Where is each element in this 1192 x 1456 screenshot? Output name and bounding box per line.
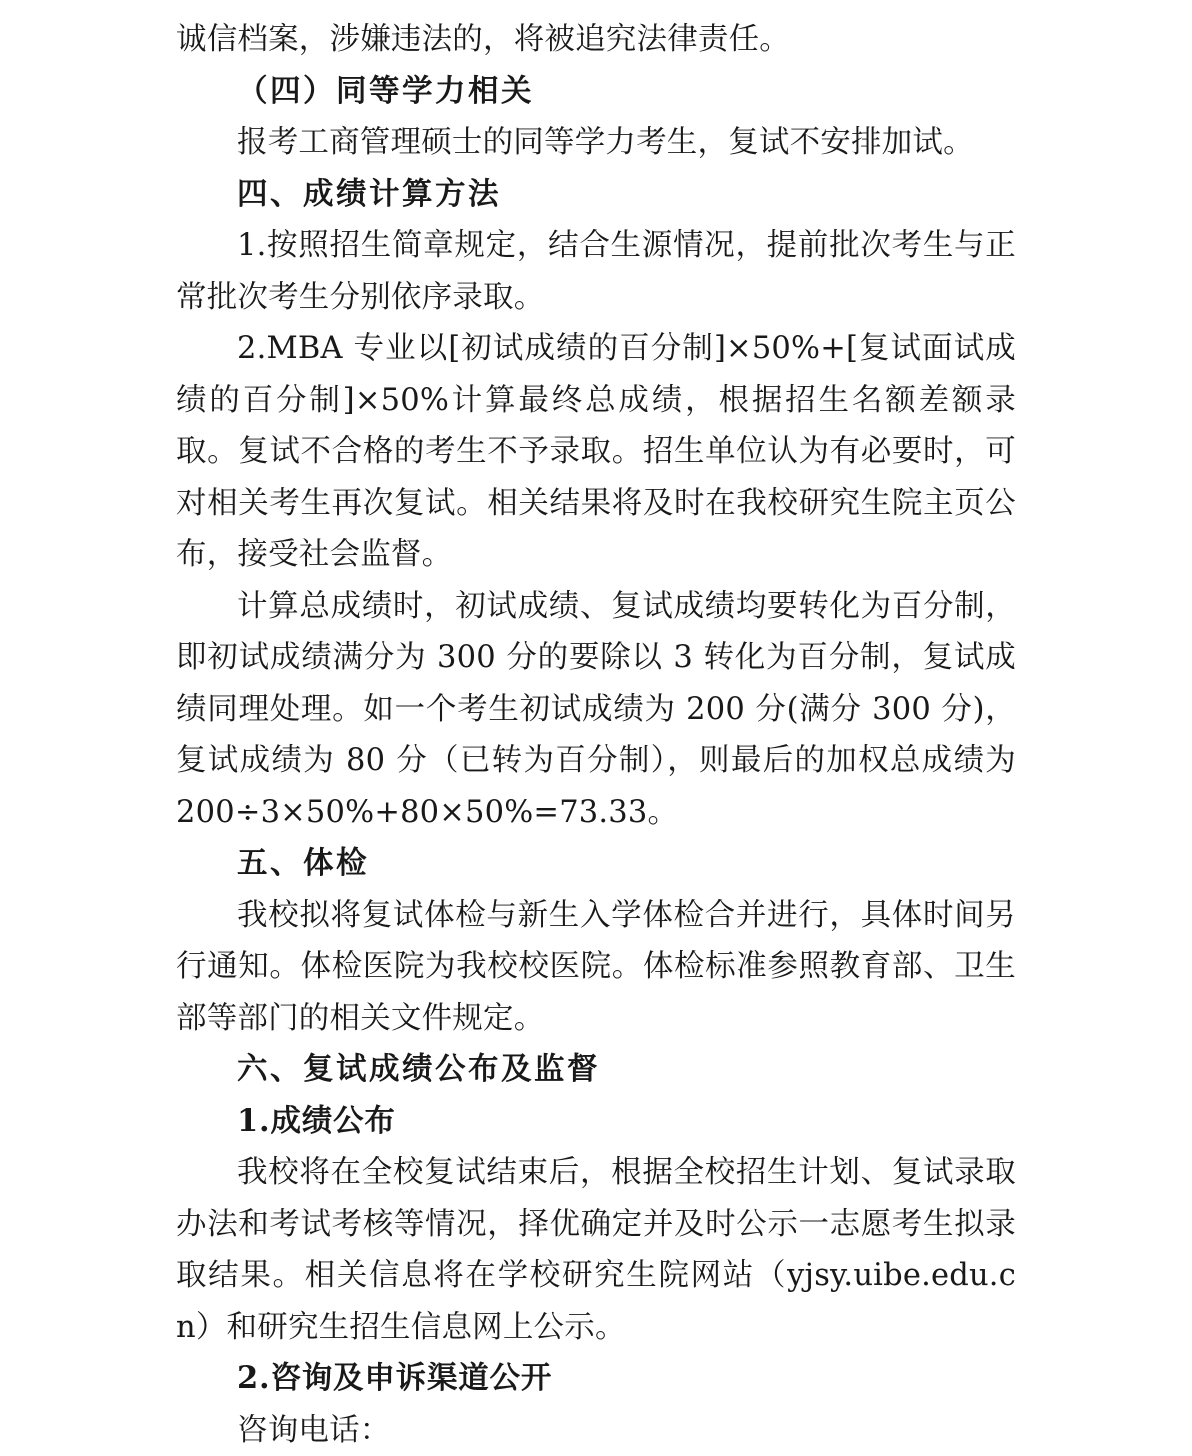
heading-score-publication: 1.成绩公布	[176, 1096, 1016, 1148]
para-consultation-phone: 咨询电话：	[176, 1405, 1016, 1456]
heading-consultation-appeal: 2.咨询及申诉渠道公开	[176, 1353, 1016, 1405]
heading-section-4-item: （四）同等学力相关	[176, 66, 1016, 118]
para-item-3: 计算总成绩时，初试成绩、复试成绩均要转化为百分制，即初试成绩满分为 300 分的要除以 3 转化为百分制，复试成绩同理处理。如一个考生初试成绩为 200 分(满分 300 分)，复试成绩为 80 分（已转为百分制），则最后的加权总成绩为 200÷3×50%+80×50%=73.33。	[176, 581, 1016, 839]
para-item-1: 1.按照招生简章规定，结合生源情况，提前批次考生与正常批次考生分别依序录取。	[176, 220, 1016, 323]
para-score-publication: 我校将在全校复试结束后，根据全校招生计划、复试录取办法和考试考核等情况，择优确定并及时公示一志愿考生拟录取结果。相关信息将在学校研究生院网站（yjsy.uibe.edu.cn）和研究生招生信息网上公示。	[176, 1147, 1016, 1353]
heading-physical-exam: 五、体检	[176, 838, 1016, 890]
para-item-2: 2.MBA 专业以[初试成绩的百分制]×50%+[复试面试成绩的百分制]×50%计算最终总成绩，根据招生名额差额录取。复试不合格的考生不予录取。招生单位认为有必要时，可对相关考生再次复试。相关结果将及时在我校研究生院主页公布，接受社会监督。	[176, 323, 1016, 581]
para-physical-exam: 我校拟将复试体检与新生入学体检合并进行，具体时间另行通知。体检医院为我校校医院。体检标准参照教育部、卫生部等部门的相关文件规定。	[176, 890, 1016, 1045]
document-body	[176, 0, 1016, 1456]
heading-score-calculation: 四、成绩计算方法	[176, 169, 1016, 221]
para-equivalent-ability: 报考工商管理硕士的同等学力考生，复试不安排加试。	[176, 117, 1016, 169]
heading-publication-supervision: 六、复试成绩公布及监督	[176, 1044, 1016, 1096]
para-continuation: 诚信档案，涉嫌违法的，将被追究法律责任。	[176, 14, 1016, 66]
